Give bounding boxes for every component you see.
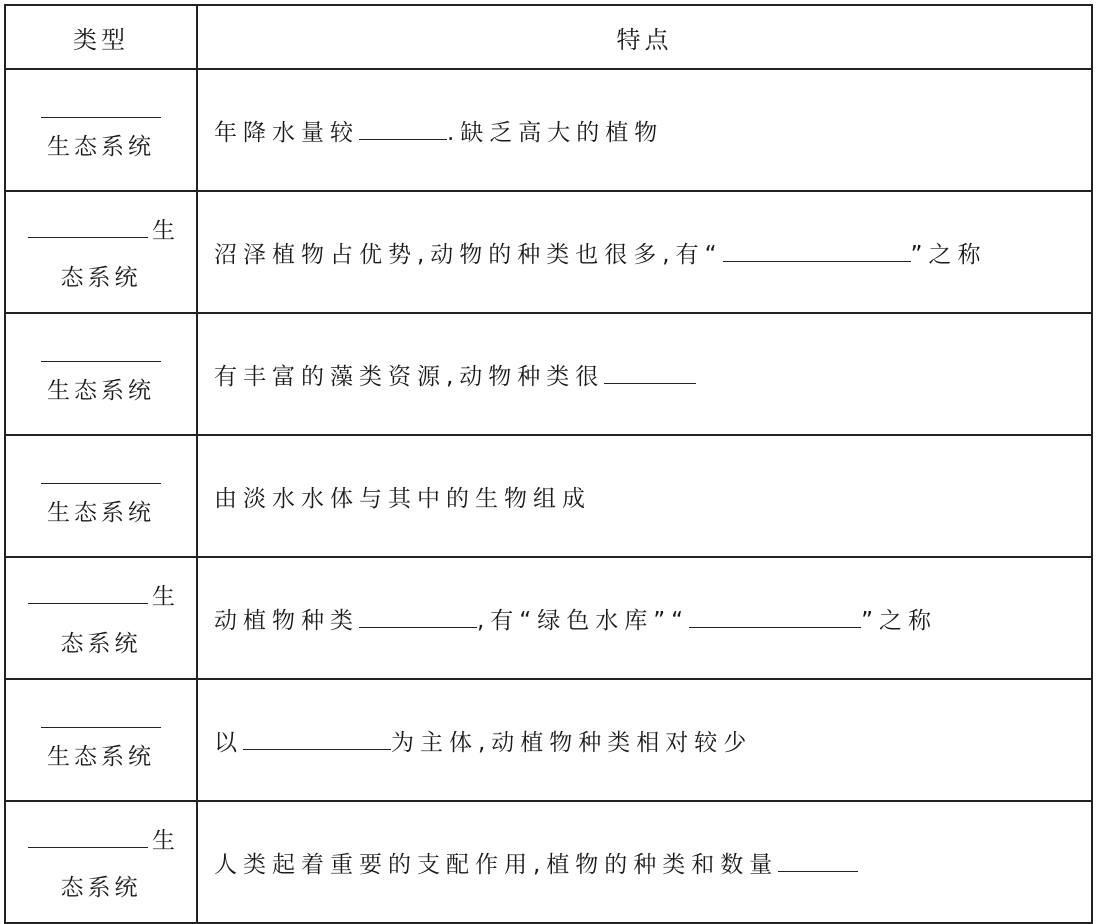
answer-blank	[243, 727, 391, 750]
type-label: 生态系统	[47, 378, 155, 404]
feature-text: 人类起着重要的支配作用,植物的种类和数量	[214, 851, 779, 878]
table-row	[5, 69, 1092, 191]
type-label-tail: 生	[152, 584, 179, 610]
type-label: 生态系统	[47, 744, 155, 770]
ecosystem-table	[4, 4, 1093, 924]
type-label: 生态系统	[47, 500, 155, 526]
answer-blank	[41, 99, 161, 118]
type-cell	[5, 679, 197, 801]
answer-blank	[723, 239, 911, 262]
feature-text: 年降水量较	[214, 119, 359, 146]
features-cell	[197, 801, 1092, 923]
header-type: 类型	[5, 5, 197, 69]
table-row	[5, 435, 1092, 557]
type-cell	[5, 69, 197, 191]
table-row	[5, 679, 1092, 801]
answer-blank	[41, 465, 161, 484]
features-cell	[197, 69, 1092, 191]
answer-blank	[28, 219, 148, 238]
type-cell	[5, 313, 197, 435]
answer-blank	[28, 585, 148, 604]
features-cell	[197, 557, 1092, 679]
features-cell	[197, 435, 1092, 557]
features-cell	[197, 679, 1092, 801]
table-row	[5, 557, 1092, 679]
table-row	[5, 801, 1092, 923]
type-label: 态系统	[60, 265, 142, 291]
answer-blank	[689, 605, 861, 628]
type-cell	[5, 801, 197, 923]
feature-text: 有丰富的藻类资源,动物种类很	[214, 363, 605, 390]
feature-text: ”之称	[910, 241, 987, 268]
answer-blank	[41, 343, 161, 362]
features-cell	[197, 313, 1092, 435]
feature-text: 由淡水水体与其中的生物组成	[214, 485, 591, 512]
answer-blank	[41, 709, 161, 728]
feature-text: 动植物种类	[214, 607, 359, 634]
feature-text: ,有“绿色水库”“	[477, 607, 690, 634]
feature-text: 为主体,动植物种类相对较少	[391, 729, 753, 756]
answer-blank	[604, 361, 696, 384]
header-features: 特点	[197, 5, 1092, 69]
answer-blank	[359, 605, 477, 628]
answer-blank	[28, 829, 148, 848]
feature-text: 沼泽植物占优势,动物的种类也很多,有“	[214, 241, 723, 268]
features-cell	[197, 191, 1092, 313]
header-row	[5, 5, 1092, 69]
answer-blank	[778, 849, 858, 872]
type-cell	[5, 557, 197, 679]
table-row	[5, 313, 1092, 435]
type-label: 生态系统	[47, 134, 155, 160]
feature-text: ”之称	[861, 607, 937, 634]
type-label: 态系统	[60, 875, 142, 901]
type-label: 态系统	[60, 631, 142, 657]
feature-text: 以	[214, 729, 243, 756]
table-row	[5, 191, 1092, 313]
feature-text: .缺乏高大的植物	[447, 119, 664, 146]
type-cell	[5, 435, 197, 557]
type-cell	[5, 191, 197, 313]
type-label-tail: 生	[152, 218, 179, 244]
answer-blank	[359, 117, 447, 140]
type-label-tail: 生	[152, 828, 179, 854]
